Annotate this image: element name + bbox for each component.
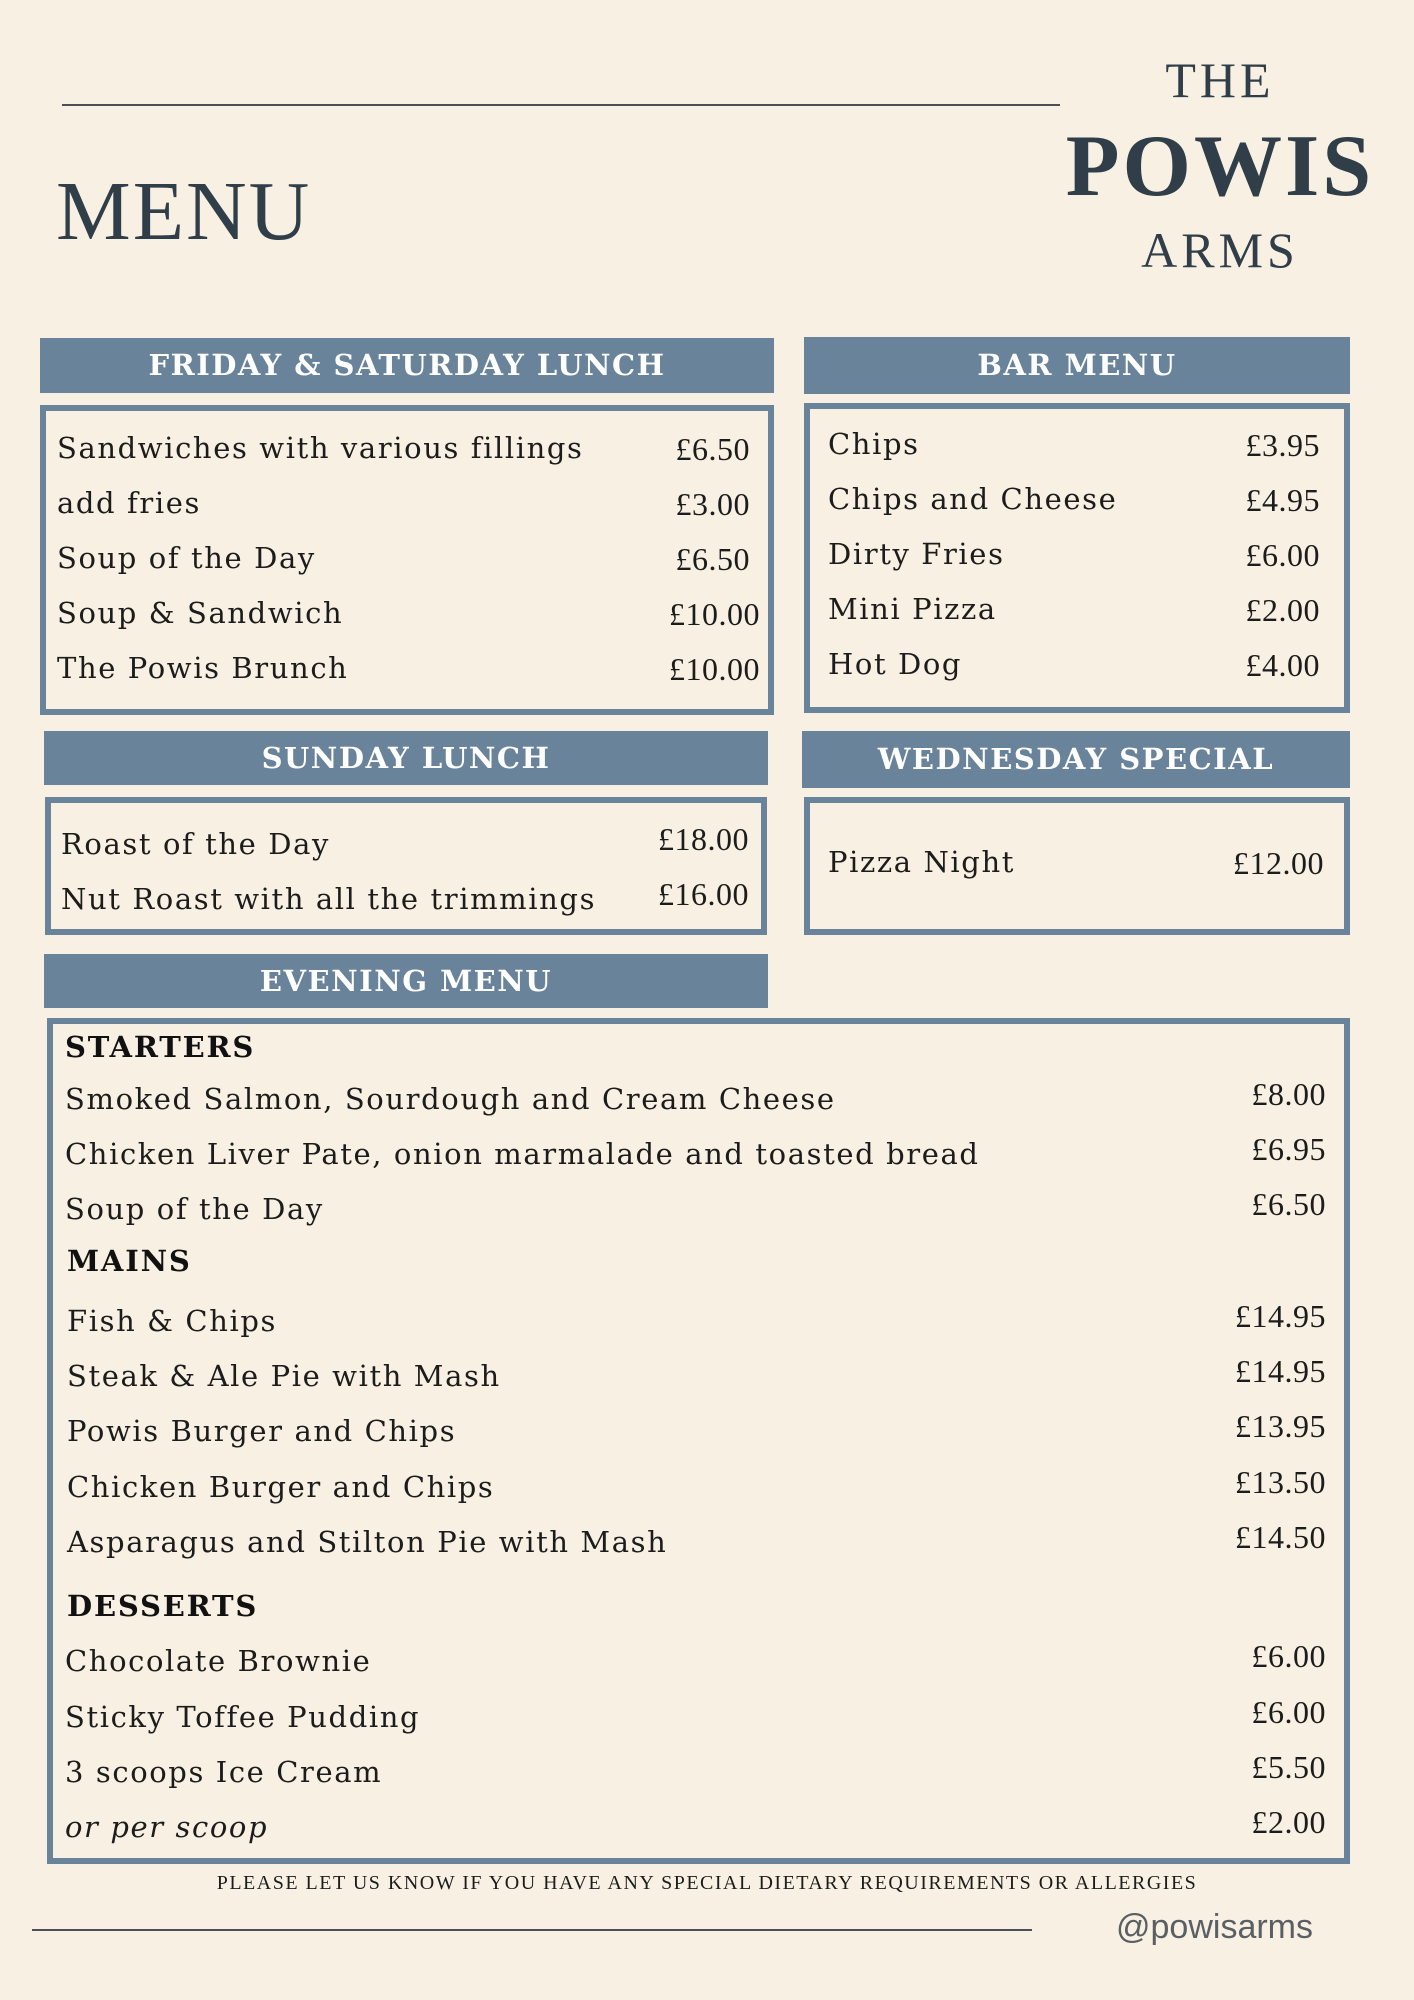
section-heading-desserts: DESSERTS xyxy=(67,1589,259,1623)
item-name: Dirty Fries xyxy=(828,537,1005,571)
list-item xyxy=(65,1353,1326,1403)
item-name: Sticky Toffee Pudding xyxy=(65,1700,421,1734)
list-item xyxy=(61,821,749,871)
list-item xyxy=(57,596,760,646)
top-rule xyxy=(62,104,1060,106)
item-price: £6.95 xyxy=(1251,1131,1326,1167)
item-price: £3.00 xyxy=(675,486,750,522)
item-price: £8.00 xyxy=(1251,1076,1326,1112)
item-price: £5.50 xyxy=(1251,1749,1326,1785)
item-name: The Powis Brunch xyxy=(57,651,349,685)
item-name: add fries xyxy=(57,486,201,520)
item-name: Hot Dog xyxy=(828,647,963,681)
friday-saturday-lunch-header xyxy=(40,338,774,393)
list-item xyxy=(65,1186,1326,1236)
logo-arms: ARMS xyxy=(1141,222,1299,278)
item-name: Powis Burger and Chips xyxy=(67,1414,457,1448)
wednesday-special-title: WEDNESDAY SPECIAL xyxy=(877,742,1275,776)
item-name: Roast of the Day xyxy=(61,827,330,861)
item-name: Soup & Sandwich xyxy=(57,596,344,630)
list-item xyxy=(828,592,1320,642)
item-name: 3 scoops Ice Cream xyxy=(65,1755,383,1789)
list-item xyxy=(828,482,1320,532)
item-name: Chocolate Brownie xyxy=(65,1644,372,1678)
item-price: £6.00 xyxy=(1245,537,1320,573)
list-item xyxy=(61,876,749,926)
item-price: £14.95 xyxy=(1235,1298,1326,1334)
item-price: £6.50 xyxy=(675,431,750,467)
item-price: £14.95 xyxy=(1235,1353,1326,1389)
list-item xyxy=(57,541,760,591)
friday-saturday-lunch-box xyxy=(40,405,774,715)
item-name: Chicken Liver Pate, onion marmalade and toasted bread xyxy=(65,1137,980,1171)
list-item xyxy=(65,1408,1326,1458)
item-name: Chips and Cheese xyxy=(828,482,1118,516)
list-item xyxy=(65,1464,1326,1514)
item-price: £18.00 xyxy=(658,821,749,857)
list-item xyxy=(65,1298,1326,1348)
section-heading-starters: STARTERS xyxy=(65,1030,256,1064)
item-price: £10.00 xyxy=(669,651,760,687)
item-name: Soup of the Day xyxy=(57,541,316,575)
item-name: Chicken Burger and Chips xyxy=(67,1470,495,1504)
item-price: £12.00 xyxy=(1233,845,1324,881)
bar-menu-box xyxy=(804,403,1350,713)
page-title: MENU xyxy=(56,165,312,258)
item-price: £6.00 xyxy=(1251,1694,1326,1730)
list-item xyxy=(828,647,1320,697)
list-item xyxy=(57,486,760,536)
section-heading-mains: MAINS xyxy=(67,1244,192,1278)
item-price: £4.00 xyxy=(1245,647,1320,683)
item-price: £16.00 xyxy=(658,876,749,912)
list-item xyxy=(828,427,1320,477)
logo xyxy=(1060,52,1380,278)
item-name: Sandwiches with various fillings xyxy=(57,431,584,465)
item-price: £13.95 xyxy=(1235,1408,1326,1444)
item-name: Pizza Night xyxy=(828,845,1015,879)
item-price: £14.50 xyxy=(1235,1519,1326,1555)
item-name: Nut Roast with all the trimmings xyxy=(61,882,597,916)
logo-the: THE xyxy=(1165,52,1275,108)
evening-menu-box xyxy=(47,1018,1350,1864)
list-item xyxy=(65,1519,1326,1569)
item-price: £13.50 xyxy=(1235,1464,1326,1500)
item-name: Soup of the Day xyxy=(65,1192,324,1226)
item-price: £6.50 xyxy=(1251,1186,1326,1222)
item-price: £4.95 xyxy=(1245,482,1320,518)
item-price: £2.00 xyxy=(1251,1804,1326,1840)
item-name: Fish & Chips xyxy=(67,1304,277,1338)
item-name: or per scoop xyxy=(65,1810,269,1844)
item-name: Chips xyxy=(828,427,920,461)
item-name: Smoked Salmon, Sourdough and Cream Cheese xyxy=(65,1082,836,1116)
friday-saturday-lunch-title: FRIDAY & SATURDAY LUNCH xyxy=(148,348,666,382)
logo-powis: POWIS xyxy=(1065,118,1375,215)
item-price: £3.95 xyxy=(1245,427,1320,463)
sunday-lunch-title: SUNDAY LUNCH xyxy=(261,741,551,775)
item-name: Mini Pizza xyxy=(828,592,997,626)
list-item xyxy=(828,845,1324,895)
list-item xyxy=(65,1749,1326,1799)
list-item xyxy=(57,651,760,701)
item-name: Asparagus and Stilton Pie with Mash xyxy=(67,1525,668,1559)
list-item xyxy=(65,1076,1326,1126)
sunday-lunch-header xyxy=(44,731,768,785)
list-item xyxy=(65,1694,1326,1744)
allergy-note: PLEASE LET US KNOW IF YOU HAVE ANY SPECIAL DIETARY REQUIREMENTS OR ALLERGIES xyxy=(216,1872,1198,1894)
bar-menu-title: BAR MENU xyxy=(977,348,1177,382)
list-item xyxy=(65,1804,1326,1854)
bar-menu-header xyxy=(804,337,1350,394)
wednesday-special-header xyxy=(802,731,1350,788)
social-handle: @powisarms xyxy=(1116,1908,1313,1946)
item-price: £6.00 xyxy=(1251,1638,1326,1674)
list-item xyxy=(65,1131,1326,1181)
list-item xyxy=(65,1638,1326,1688)
list-item xyxy=(57,431,760,481)
sunday-lunch-box xyxy=(45,797,767,935)
item-price: £6.50 xyxy=(675,541,750,577)
bottom-rule xyxy=(32,1929,1032,1931)
list-item xyxy=(828,537,1320,587)
item-name: Steak & Ale Pie with Mash xyxy=(67,1359,501,1393)
item-price: £10.00 xyxy=(669,596,760,632)
item-price: £2.00 xyxy=(1245,592,1320,628)
wednesday-special-box xyxy=(804,797,1350,935)
evening-menu-title: EVENING MENU xyxy=(259,964,553,998)
evening-menu-header xyxy=(44,954,768,1008)
